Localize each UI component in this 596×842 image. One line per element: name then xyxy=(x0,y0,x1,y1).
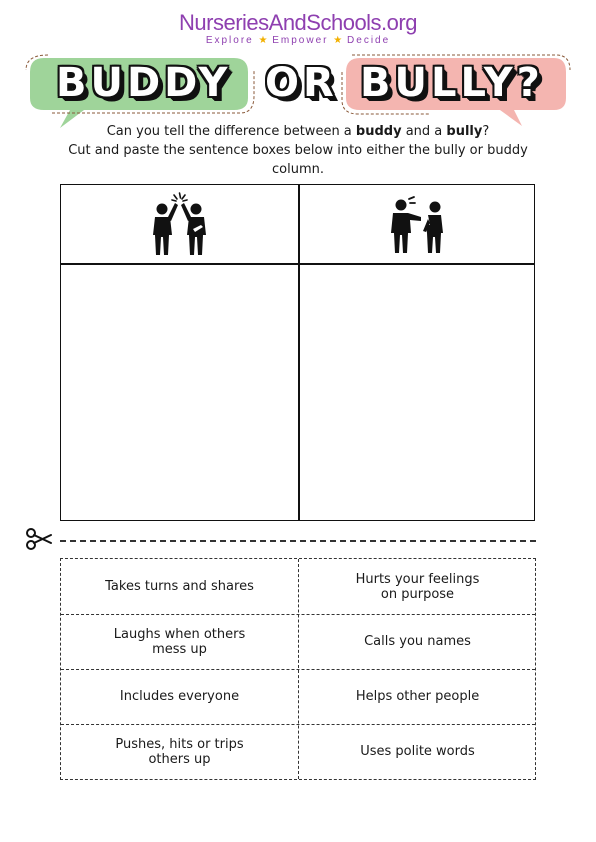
tagline-decide: Decide xyxy=(347,35,391,46)
card-text: Pushes, hits or trips others up xyxy=(115,736,244,767)
tagline-empower: Empower xyxy=(272,35,329,46)
card-text: Laughs when others mess up xyxy=(113,626,246,657)
sentence-cards xyxy=(60,558,536,780)
intro-text: and a xyxy=(401,124,447,139)
bully-column-header xyxy=(299,185,536,263)
buddy-column-header xyxy=(61,185,298,263)
high-five-icon xyxy=(145,189,215,259)
sentence-card[interactable] xyxy=(299,669,536,724)
instructions-line-2: Cut and paste the sentence boxes below into either the bully or buddy column. xyxy=(68,143,528,177)
instructions xyxy=(60,122,536,179)
sentence-card[interactable] xyxy=(61,559,298,614)
card-text: Hurts your feelings on purpose xyxy=(355,571,480,602)
title-buddy: BUDDY xyxy=(56,60,232,106)
cut-line xyxy=(60,540,536,542)
intro-text: ? xyxy=(482,124,490,139)
intro-text: Can you tell the difference between a xyxy=(106,124,356,139)
card-text: Helps other people xyxy=(355,689,480,704)
card-text: Includes everyone xyxy=(119,689,240,704)
card-text: Uses polite words xyxy=(360,744,475,759)
tagline-explore: Explore xyxy=(205,35,254,46)
buddy-keyword: buddy xyxy=(355,124,402,139)
site-logo xyxy=(0,10,596,46)
sentence-card[interactable] xyxy=(61,614,298,669)
sorting-table xyxy=(60,184,535,521)
card-text: Calls you names xyxy=(364,634,471,649)
scissors-icon xyxy=(25,527,53,551)
sentence-card[interactable] xyxy=(61,669,298,724)
logo-name: NurseriesAndSchools.org xyxy=(179,10,417,35)
instructions-line-1 xyxy=(60,122,536,141)
title-or: OR xyxy=(265,60,338,106)
sentence-card[interactable] xyxy=(299,724,536,779)
star-icon: ★ xyxy=(333,35,343,46)
buddy-column-drop-area[interactable] xyxy=(61,265,297,520)
title-banner xyxy=(0,52,596,132)
card-text: Takes turns and shares xyxy=(105,579,254,594)
bully-column-drop-area[interactable] xyxy=(300,265,536,520)
title-bully: BULLY? xyxy=(360,60,544,106)
logo-tagline xyxy=(0,35,596,46)
sentence-card[interactable] xyxy=(61,724,298,779)
sentence-card[interactable] xyxy=(299,614,536,669)
sentence-card[interactable] xyxy=(299,559,536,614)
bully-keyword: bully xyxy=(446,124,483,139)
bullying-icon xyxy=(383,189,453,259)
star-icon: ★ xyxy=(258,35,268,46)
